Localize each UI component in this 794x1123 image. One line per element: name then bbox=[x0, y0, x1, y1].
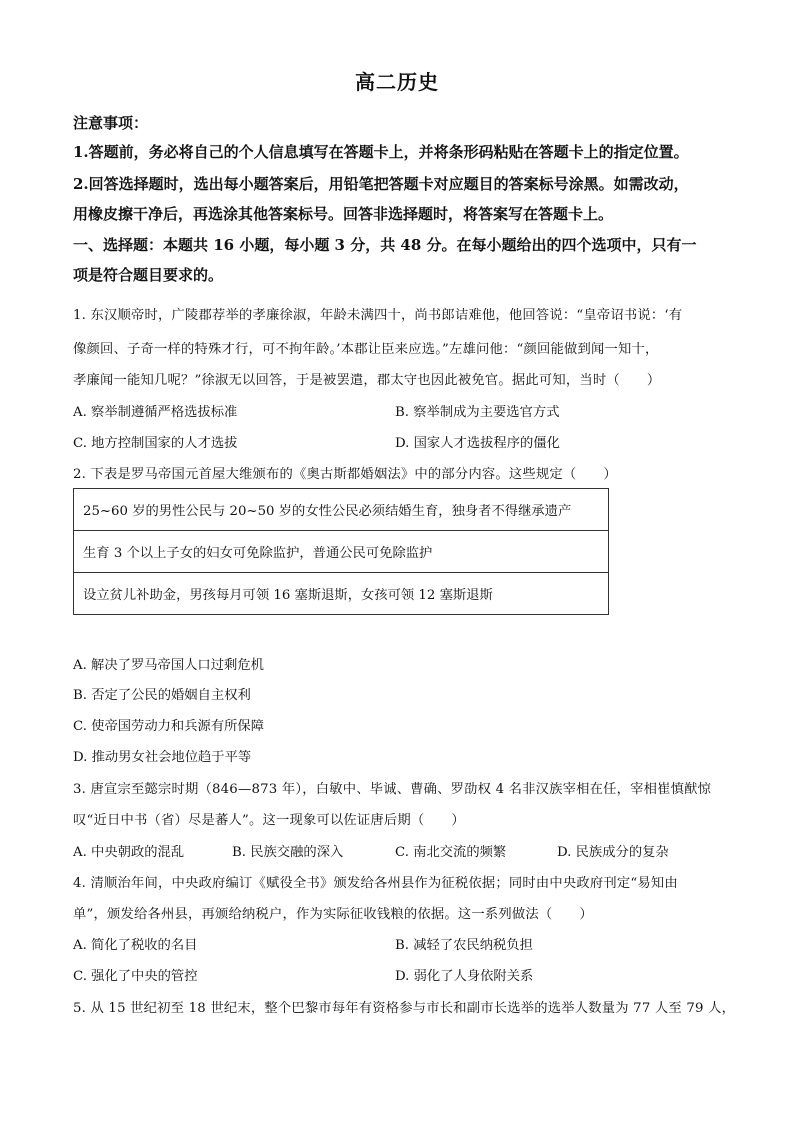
notice-item: 2.回答选择题时，选出每小题答案后，用铅笔把答题卡对应题目的答案标号涂黑。如需改动， bbox=[73, 175, 689, 193]
table-cell: 设立贫儿补助金，男孩每月可领 16 塞斯退斯，女孩可领 12 塞斯退斯 bbox=[74, 573, 609, 615]
table-row bbox=[74, 531, 609, 573]
question-1-option-d: D. 国家人才选拔程序的僵化 bbox=[395, 436, 560, 451]
question-3-stem: 叹“近日中书（省）尽是蕃人”。这一现象可以佐证唐后期（ ） bbox=[73, 813, 465, 828]
section-heading: 一、选择题：本题共 16 小题，每小题 3 分，共 48 分。在每小题给出的四个选项中，只有一 bbox=[73, 236, 697, 254]
question-2-option-b: B. 否定了公民的婚姻自主权利 bbox=[73, 688, 251, 703]
notice-item: 用橡皮擦干净后，再选涂其他答案标号。回答非选择题时，将答案写在答题卡上。 bbox=[73, 205, 614, 223]
page-title: 高二历史 bbox=[355, 70, 439, 94]
section-heading: 项是符合题目要求的。 bbox=[73, 266, 224, 284]
question-1-option-b: B. 察举制成为主要选官方式 bbox=[395, 405, 560, 420]
question-1-stem: 孝廉闻一能知几呢？”徐淑无以回答，于是被罢遣，郡太守也因此被免官。据此可知，当时（ ） bbox=[73, 373, 661, 388]
question-3-option-a: A. 中央朝政的混乱 bbox=[73, 845, 185, 860]
question-1-option-c: C. 地方控制国家的人才选拔 bbox=[73, 436, 238, 451]
question-4-option-b: B. 减轻了农民纳税负担 bbox=[395, 938, 533, 953]
question-2-option-a: A. 解决了罗马帝国人口过剩危机 bbox=[73, 658, 264, 673]
question-2-option-d: D. 推动男女社会地位趋于平等 bbox=[73, 750, 252, 765]
notice-item: 1.答题前，务必将自己的个人信息填写在答题卡上，并将条形码粘贴在答题卡上的指定位置。 bbox=[73, 143, 689, 161]
table-row bbox=[74, 573, 609, 615]
table-cell: 25~60 岁的男性公民与 20~50 岁的女性公民必须结婚生育，独身者不得继承遗产 bbox=[74, 489, 609, 531]
question-3-option-b: B. 民族交融的深入 bbox=[232, 845, 344, 860]
question-2-table bbox=[73, 488, 609, 615]
notice-heading: 注意事项： bbox=[73, 114, 149, 132]
question-1-stem: 像颜回、子奇一样的特殊才行，可不拘年龄。’本郡让臣来应选。”左雄问他：“颜回能做到闻一知十， bbox=[73, 342, 659, 357]
question-3-option-d: D. 民族成分的复杂 bbox=[557, 845, 669, 860]
question-3-stem: 3. 唐宣宗至懿宗时期（846—873 年），白敏中、毕诚、曹确、罗劭权 4 名非汉族宰相在任，宰相崔慎猷惊 bbox=[73, 782, 712, 797]
question-4-stem: 单”，颁发给各州县，再颁给纳税户，作为实际征收钱粮的依据。这一系列做法（ ） bbox=[73, 907, 593, 922]
question-4-option-d: D. 弱化了人身依附关系 bbox=[395, 969, 534, 984]
table-row bbox=[74, 489, 609, 531]
question-5-stem: 5. 从 15 世纪初至 18 世纪末，整个巴黎市每年有资格参与市长和副市长选举的选举人数量为 77 人至 79 人， bbox=[73, 1001, 736, 1016]
question-4-option-c: C. 强化了中央的管控 bbox=[73, 969, 198, 984]
question-3-option-c: C. 南北交流的频繁 bbox=[395, 845, 507, 860]
question-4-option-a: A. 简化了税收的名目 bbox=[73, 938, 198, 953]
table-cell: 生育 3 个以上子女的妇女可免除监护，普通公民可免除监护 bbox=[74, 531, 609, 573]
question-2-stem: 2. 下表是罗马帝国元首屋大维颁布的《奥古斯都婚姻法》中的部分内容。这些规定（ ） bbox=[73, 467, 617, 482]
question-4-stem: 4. 清顺治年间，中央政府编订《赋役全书》颁发给各州县作为征税依据；同时由中央政府刊定“易知由 bbox=[73, 876, 678, 891]
question-1-stem: 1. 东汉顺帝时，广陵郡荐举的孝廉徐淑，年龄未满四十，尚书郎诘难他，他回答说：“皇帝诏书说：‘有 bbox=[73, 308, 683, 323]
question-2-option-c: C. 使帝国劳动力和兵源有所保障 bbox=[73, 719, 265, 734]
question-1-option-a: A. 察举制遵循严格选拔标准 bbox=[73, 405, 238, 420]
